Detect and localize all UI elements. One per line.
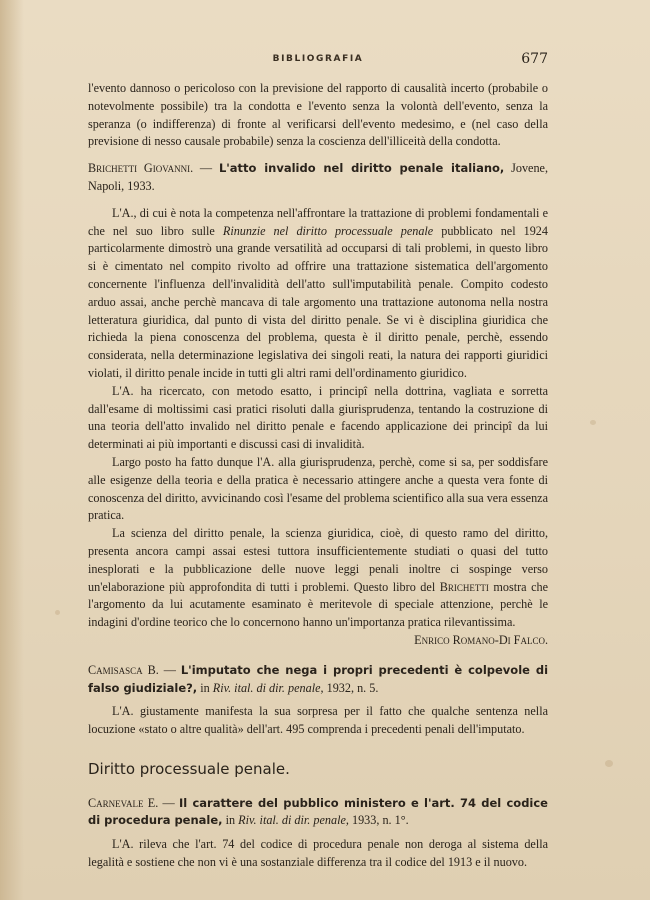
paper-stain [55,610,60,615]
page-body [88,80,548,872]
journal-name: Riv. ital. di dir. penale, [212,680,324,695]
entry-publication: in [222,813,239,828]
page-number: 677 [521,51,548,67]
review-paragraph [88,525,548,632]
page-header [88,51,548,72]
entry-publication: 1933, n. 1°. [348,813,409,828]
bibliography-entry-brichetti [88,160,548,196]
cited-book-title: Rinunzie nel diritto processuale penale [222,223,434,238]
entry-dash: — [158,662,181,677]
entry-dash: — [158,795,180,810]
paper-stain [590,420,596,425]
entry-author: Carnevale E. [88,795,159,810]
review-paragraph: Largo posto ha fatto dunque l'A. alla giurisprudenza, perchè, come si sa, per soddisfare alle esigenze della teoria e della pratica è necessario attingere anche a questa vera fonte di conoscenza del diritto, avvicinando così l'esame del problema scientifico alla sua vera essenza pratica. [88,454,548,523]
entry-author: Camisasca B. [88,662,159,677]
entry-publication: Jovene, Napoli, 1933. [88,161,549,193]
journal-name: Riv. ital. di dir. penale, [238,813,349,828]
review-paragraph: L'A. rileva che l'art. 74 del codice di procedura penale non deroga al sistema della legalità e sostiene che non vi è una sostanziale differenza tra il codice del 1913 e il nuovo. [88,837,548,870]
entry-dash: — [193,161,219,176]
paper-stain [605,760,613,767]
review-paragraph: L'A. giustamente manifesta la sua sorpresa per il fatto che qualche sentenza nella locuzione «stato o altre qualità» dell'art. 495 comprenda i precedenti penali dell'imputato. [88,704,548,737]
review-text: La scienza del diritto penale, la scienza giuridica, cioè, di questo ramo del diritto, presenta ancora campi assai estesi tuttora insufficientemente studiati o quasi del tutto inesplorati e la pubblicazione delle nuove leggi penali inoltre ci sospinge verso un'elaborazione più approfondita di tutti i problemi. Questo libro del [88,526,548,594]
review-paragraph: L'A. ha ricercato, con metodo esatto, i principî nella dottrina, vagliata e sorretta dall'esame di moltissimi casi pratici risoluti dalla giurisprudenza, tentando la costruzione di una teoria dell'atto invalido nel diritto penale e facendo applicazione dei principî da lui determinati ai più importanti e discussi casi di invalidità. [88,383,548,452]
bibliography-entry-camisasca [88,662,548,698]
running-title: BIBLIOGRAFIA [272,54,364,64]
continued-paragraph: l'evento dannoso o pericoloso con la previsione del rapporto di causalità incerto (probabile o notevolmente possibile) tra la condotta e l'evento senza la volontà dell'evento, senza la speranza (o indifferenza) di fronte al verificarsi dell'evento medesimo, e (nel caso della previsione di nesso causale probabile) senza la coscienza dell'illiceità della condotta. [88,81,548,149]
author-reference: Brichetti [439,579,489,594]
section-heading: Diritto processuale penale. [88,759,290,778]
entry-author: Brichetti Giovanni. [88,161,194,176]
entry-publication: in [197,680,213,695]
review-text: pubblicato nel 1924 particolarmente dimostrò una grande versatilità ad occuparsi di tali problemi, in questo libro si è cimentato nel compito rivolto ad offrire una trattazione sistematica dell'argomento concernente l'influenza dell'invalidità dell'atto sull'imputabilità penale. Compito codesto arduo assai, anche perchè mancava di tale argomento una trattazione autonoma nella nostra letteratura giuridica, dal punto di vista del diritto penale. Se vi è disciplina giuridica che richieda la piena conoscenza del problema, questa è il diritto penale, perchè, essendo considerata, nella determinazione legislativa dei singoli reati, la natura dei rapporti giuridici violati, il diritto penale incide in tutti gli altri rami dell'ordinamento giuridico. [88,223,548,380]
review-text: L'A., di cui è nota la competenza nell'affrontare la trattazione di problemi fondamentali e che nel suo libro sulle [88,205,548,238]
entry-title: L'imputato che nega i propri precedenti è colpevole di falso giudiziale?, [88,662,549,695]
review-text: mostra che l'argomento da lui acutamente esaminato è meritevole di speciale attenzione, perchè le indagini d'ordine teorico che lo concernono hanno un'importanza pratica rilevantissima. [88,579,548,630]
entry-title: L'atto invalido nel diritto penale italiano, [218,161,505,176]
bibliography-entry-carnevale [88,795,548,831]
reviewer-signature: Enrico Romano-Di Falco. [414,632,548,647]
entry-title: Il carattere del pubblico ministero e l'art. 74 del codice di procedura penale, [88,795,548,828]
entry-publication: 1932, n. 5. [323,680,379,695]
review-paragraph [88,205,548,383]
